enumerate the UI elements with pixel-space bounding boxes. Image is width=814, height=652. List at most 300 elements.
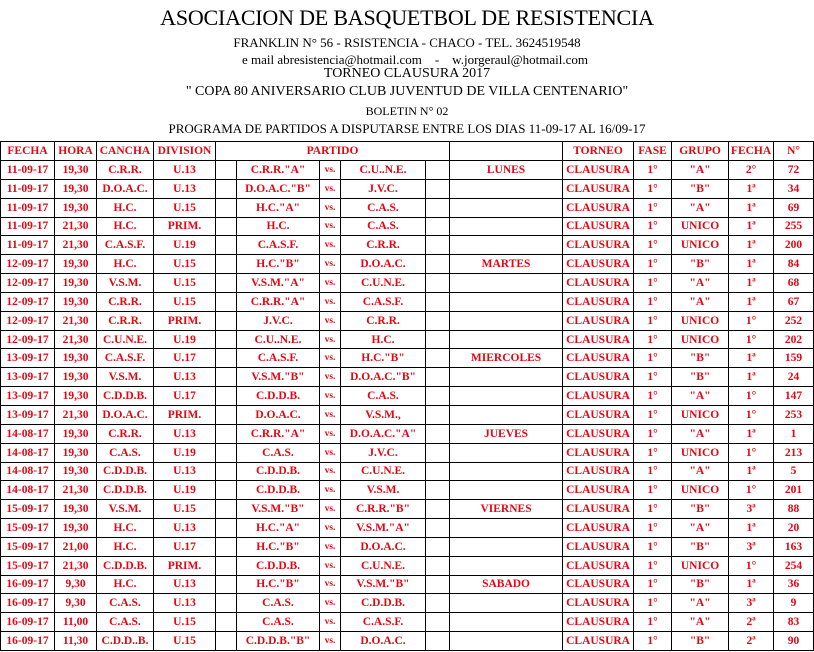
match-court: H.C. [97, 255, 154, 274]
match-division: U.13 [154, 575, 216, 594]
phase: 1° [634, 161, 672, 180]
weekday-label [450, 217, 563, 236]
tournament-stage: CLAUSURA [563, 443, 634, 462]
round-number: 1ª [729, 424, 774, 443]
col-header-cancha: CANCHA [97, 142, 154, 161]
match-division: U.13 [154, 368, 216, 387]
match-court: C.D.D.B. [97, 387, 154, 406]
round-number: 1ª [729, 274, 774, 293]
match-number: 159 [774, 349, 814, 368]
spacer-right [426, 575, 450, 594]
phase: 1° [634, 311, 672, 330]
round-number: 1ª [729, 368, 774, 387]
away-team: C.R.R."B" [341, 500, 426, 519]
col-header-fase: FASE [634, 142, 672, 161]
weekday-label [450, 632, 563, 651]
tournament-stage: CLAUSURA [563, 519, 634, 538]
group: "A" [672, 462, 729, 481]
table-row [1, 255, 814, 274]
tournament-stage: CLAUSURA [563, 481, 634, 500]
col-header-fecha-number: FECHA [729, 142, 774, 161]
tournament-stage: CLAUSURA [563, 632, 634, 651]
phase: 1° [634, 500, 672, 519]
round-number: 1ª [729, 349, 774, 368]
table-row [1, 613, 814, 632]
match-number: 254 [774, 556, 814, 575]
phase: 1° [634, 519, 672, 538]
match-time: 21,00 [55, 537, 97, 556]
phase: 1° [634, 575, 672, 594]
match-number: 200 [774, 236, 814, 255]
match-date: 15-09-17 [1, 537, 55, 556]
match-time: 19,30 [55, 519, 97, 538]
away-team: V.S.M., [341, 405, 426, 424]
round-number: 3ª [729, 537, 774, 556]
round-number: 1ª [729, 519, 774, 538]
spacer-left [216, 349, 237, 368]
phase: 1° [634, 387, 672, 406]
spacer-right [426, 179, 450, 198]
away-team: V.S.M. [341, 481, 426, 500]
versus-label: vs. [320, 330, 341, 349]
col-header-torneo: TORNEO [563, 142, 634, 161]
weekday-label [450, 443, 563, 462]
table-row [1, 519, 814, 538]
spacer-right [426, 424, 450, 443]
match-time: 21,30 [55, 236, 97, 255]
match-division: U.13 [154, 519, 216, 538]
tournament-stage: CLAUSURA [563, 311, 634, 330]
away-team: C.U.N.E. [341, 556, 426, 575]
spacer-left [216, 368, 237, 387]
table-row [1, 462, 814, 481]
away-team: D.O.A.C."A" [341, 424, 426, 443]
spacer-right [426, 519, 450, 538]
spacer-right [426, 613, 450, 632]
group: UNICO [672, 556, 729, 575]
match-date: 16-09-17 [1, 575, 55, 594]
tournament-stage: CLAUSURA [563, 368, 634, 387]
weekday-label: MARTES [450, 255, 563, 274]
match-court: C.D.D.B. [97, 556, 154, 575]
match-time: 19,30 [55, 500, 97, 519]
match-court: D.O.A.C. [97, 405, 154, 424]
away-team: D.O.A.C. [341, 537, 426, 556]
home-team: C.D.D.B. [237, 481, 320, 500]
home-team: H.C."A" [237, 198, 320, 217]
spacer-left [216, 556, 237, 575]
round-number: 1ª [729, 217, 774, 236]
spacer-right [426, 311, 450, 330]
versus-label: vs. [320, 424, 341, 443]
round-number: 1ª [729, 236, 774, 255]
group: "A" [672, 613, 729, 632]
match-number: 24 [774, 368, 814, 387]
table-row [1, 236, 814, 255]
home-team: H.C."B" [237, 575, 320, 594]
match-date: 11-09-17 [1, 198, 55, 217]
match-date: 11-09-17 [1, 236, 55, 255]
spacer-right [426, 255, 450, 274]
spacer-left [216, 161, 237, 180]
round-number: 2ª [729, 613, 774, 632]
col-header-numero: N° [774, 142, 814, 161]
home-team: C.D.D.B. [237, 462, 320, 481]
tournament-stage: CLAUSURA [563, 387, 634, 406]
weekday-label [450, 405, 563, 424]
spacer-left [216, 236, 237, 255]
away-team: H.C."B" [341, 349, 426, 368]
table-row [1, 292, 814, 311]
tournament-stage: CLAUSURA [563, 274, 634, 293]
home-team: H.C."B" [237, 537, 320, 556]
table-row [1, 198, 814, 217]
versus-label: vs. [320, 179, 341, 198]
spacer-right [426, 387, 450, 406]
match-division: U.15 [154, 632, 216, 651]
spacer-left [216, 632, 237, 651]
group: "A" [672, 198, 729, 217]
away-team: C.D.D.B. [341, 594, 426, 613]
spacer-right [426, 292, 450, 311]
phase: 1° [634, 236, 672, 255]
home-team: J.V.C. [237, 311, 320, 330]
spacer-right [426, 349, 450, 368]
versus-label: vs. [320, 594, 341, 613]
tournament-stage: CLAUSURA [563, 349, 634, 368]
match-date: 14-08-17 [1, 443, 55, 462]
group: "A" [672, 292, 729, 311]
weekday-label [450, 330, 563, 349]
spacer-right [426, 632, 450, 651]
round-number: 3ª [729, 500, 774, 519]
spacer-right [426, 481, 450, 500]
match-time: 19,30 [55, 179, 97, 198]
match-time: 19,30 [55, 424, 97, 443]
match-time: 19,30 [55, 368, 97, 387]
match-date: 14-08-17 [1, 424, 55, 443]
match-number: 253 [774, 405, 814, 424]
match-division: PRIM. [154, 556, 216, 575]
match-court: H.C. [97, 217, 154, 236]
spacer-right [426, 198, 450, 217]
spacer-right [426, 594, 450, 613]
match-division: U.13 [154, 424, 216, 443]
round-number: 1° [729, 556, 774, 575]
versus-label: vs. [320, 519, 341, 538]
group: "B" [672, 537, 729, 556]
round-number: 1° [729, 330, 774, 349]
home-team: C.R.R."A" [237, 161, 320, 180]
match-number: 36 [774, 575, 814, 594]
col-header-grupo: GRUPO [672, 142, 729, 161]
away-team: J.V.C. [341, 443, 426, 462]
spacer-left [216, 424, 237, 443]
table-row [1, 330, 814, 349]
phase: 1° [634, 274, 672, 293]
match-time: 19,30 [55, 292, 97, 311]
group: UNICO [672, 311, 729, 330]
match-date: 14-08-17 [1, 481, 55, 500]
tournament-stage: CLAUSURA [563, 424, 634, 443]
group: UNICO [672, 330, 729, 349]
tournament-stage: CLAUSURA [563, 330, 634, 349]
weekday-label: JUEVES [450, 424, 563, 443]
match-time: 9,30 [55, 575, 97, 594]
spacer-left [216, 217, 237, 236]
match-court: C.D.D.B. [97, 481, 154, 500]
spacer-right [426, 330, 450, 349]
match-court: V.S.M. [97, 368, 154, 387]
association-emails: e mail abresistencia@hotmail.com - w.jorgeraul@hotmail.com [242, 52, 588, 67]
round-number: 2ª [729, 632, 774, 651]
round-number: 2° [729, 161, 774, 180]
table-header-row [1, 142, 814, 161]
tournament-stage: CLAUSURA [563, 236, 634, 255]
match-number: 90 [774, 632, 814, 651]
versus-label: vs. [320, 443, 341, 462]
phase: 1° [634, 481, 672, 500]
col-header-division: DIVISION [154, 142, 216, 161]
table-row [1, 405, 814, 424]
round-number: 1ª [729, 255, 774, 274]
versus-label: vs. [320, 368, 341, 387]
match-date: 13-09-17 [1, 387, 55, 406]
spacer-right [426, 368, 450, 387]
spacer-left [216, 292, 237, 311]
weekday-label [450, 274, 563, 293]
table-row [1, 387, 814, 406]
phase: 1° [634, 462, 672, 481]
round-number: 1° [729, 443, 774, 462]
col-header-partido: PARTIDO [216, 142, 450, 161]
match-court: C.R.R. [97, 292, 154, 311]
group: "B" [672, 632, 729, 651]
spacer-left [216, 274, 237, 293]
table-row [1, 481, 814, 500]
weekday-label [450, 311, 563, 330]
match-court: C.A.S.F. [97, 349, 154, 368]
cup-name: " COPA 80 ANIVERSARIO CLUB JUVENTUD DE VILLA CENTENARIO" [185, 84, 629, 99]
table-row [1, 217, 814, 236]
round-number: 1° [729, 311, 774, 330]
match-division: U.19 [154, 481, 216, 500]
away-team: C.A.S. [341, 387, 426, 406]
table-row [1, 500, 814, 519]
weekday-label [450, 594, 563, 613]
association-address: FRANKLIN N° 56 - RSISTENCIA - CHACO - TEL. 3624519548 [233, 35, 581, 50]
match-date: 11-09-17 [1, 179, 55, 198]
match-time: 21,30 [55, 311, 97, 330]
match-time: 19,30 [55, 198, 97, 217]
table-row [1, 537, 814, 556]
away-team: V.S.M."B" [341, 575, 426, 594]
group: UNICO [672, 236, 729, 255]
weekday-label: SABADO [450, 575, 563, 594]
away-team: D.O.A.C."B" [341, 368, 426, 387]
spacer-left [216, 462, 237, 481]
spacer-right [426, 537, 450, 556]
tournament-name: TORNEO CLAUSURA 2017 [323, 66, 491, 81]
tournament-stage: CLAUSURA [563, 500, 634, 519]
match-division: U.19 [154, 330, 216, 349]
round-number: 1° [729, 481, 774, 500]
table-row [1, 594, 814, 613]
spacer-left [216, 443, 237, 462]
match-court: H.C. [97, 519, 154, 538]
spacer-left [216, 179, 237, 198]
tournament-stage: CLAUSURA [563, 161, 634, 180]
phase: 1° [634, 632, 672, 651]
tournament-stage: CLAUSURA [563, 462, 634, 481]
table-row [1, 274, 814, 293]
match-number: 201 [774, 481, 814, 500]
match-court: C.D.D..B. [97, 632, 154, 651]
round-number: 1ª [729, 198, 774, 217]
away-team: C.U.N.E. [341, 274, 426, 293]
tournament-stage: CLAUSURA [563, 556, 634, 575]
tournament-stage: CLAUSURA [563, 537, 634, 556]
match-division: U.15 [154, 613, 216, 632]
match-court: H.C. [97, 575, 154, 594]
schedule-table [0, 141, 814, 651]
match-court: C.A.S. [97, 613, 154, 632]
spacer-left [216, 198, 237, 217]
round-number: 1° [729, 387, 774, 406]
spacer-right [426, 500, 450, 519]
spacer-left [216, 613, 237, 632]
match-number: 72 [774, 161, 814, 180]
match-time: 21,30 [55, 330, 97, 349]
versus-label: vs. [320, 255, 341, 274]
home-team: V.S.M."A" [237, 274, 320, 293]
versus-label: vs. [320, 387, 341, 406]
match-date: 11-09-17 [1, 161, 55, 180]
col-header-fecha: FECHA [1, 142, 55, 161]
match-court: C.R.R. [97, 161, 154, 180]
spacer-left [216, 575, 237, 594]
match-date: 15-09-17 [1, 556, 55, 575]
spacer-left [216, 311, 237, 330]
home-team: C.D.D.B. [237, 556, 320, 575]
away-team: C.R.R. [341, 236, 426, 255]
weekday-label [450, 236, 563, 255]
home-team: C.A.S. [237, 594, 320, 613]
away-team: C.R.R. [341, 311, 426, 330]
spacer-left [216, 594, 237, 613]
match-division: U.15 [154, 198, 216, 217]
match-time: 19,30 [55, 161, 97, 180]
match-date: 12-09-17 [1, 274, 55, 293]
match-division: PRIM. [154, 311, 216, 330]
group: UNICO [672, 481, 729, 500]
phase: 1° [634, 537, 672, 556]
spacer-left [216, 519, 237, 538]
spacer-right [426, 161, 450, 180]
home-team: D.O.A.C. [237, 405, 320, 424]
match-division: PRIM. [154, 217, 216, 236]
table-row [1, 632, 814, 651]
match-division: U.13 [154, 161, 216, 180]
spacer-left [216, 481, 237, 500]
match-court: H.C. [97, 198, 154, 217]
match-number: 84 [774, 255, 814, 274]
spacer-left [216, 387, 237, 406]
tournament-stage: CLAUSURA [563, 405, 634, 424]
table-row [1, 424, 814, 443]
match-time: 19,30 [55, 349, 97, 368]
match-time: 21,30 [55, 481, 97, 500]
table-row [1, 161, 814, 180]
match-number: 147 [774, 387, 814, 406]
match-time: 11,00 [55, 613, 97, 632]
away-team: C.U.N.E. [341, 462, 426, 481]
match-time: 21,30 [55, 405, 97, 424]
home-team: D.O.A.C."B" [237, 179, 320, 198]
match-division: U.13 [154, 179, 216, 198]
match-date: 13-09-17 [1, 368, 55, 387]
match-time: 11,30 [55, 632, 97, 651]
round-number: 1ª [729, 292, 774, 311]
versus-label: vs. [320, 274, 341, 293]
versus-label: vs. [320, 311, 341, 330]
match-date: 12-09-17 [1, 255, 55, 274]
group: "B" [672, 255, 729, 274]
match-date: 14-08-17 [1, 462, 55, 481]
match-time: 19,30 [55, 274, 97, 293]
match-date: 12-09-17 [1, 330, 55, 349]
home-team: C.U..N.E. [237, 330, 320, 349]
association-title: ASOCIACION DE BASQUETBOL DE RESISTENCIA [160, 5, 654, 30]
match-court: C.A.S. [97, 443, 154, 462]
weekday-label [450, 368, 563, 387]
match-time: 19,30 [55, 462, 97, 481]
match-date: 16-09-17 [1, 594, 55, 613]
versus-label: vs. [320, 556, 341, 575]
tournament-stage: CLAUSURA [563, 198, 634, 217]
versus-label: vs. [320, 198, 341, 217]
weekday-label: MIERCOLES [450, 349, 563, 368]
match-number: 1 [774, 424, 814, 443]
group: UNICO [672, 405, 729, 424]
tournament-stage: CLAUSURA [563, 613, 634, 632]
match-number: 9 [774, 594, 814, 613]
home-team: H.C."A" [237, 519, 320, 538]
match-court: C.U.N.E. [97, 330, 154, 349]
match-division: U.13 [154, 462, 216, 481]
table-row [1, 556, 814, 575]
home-team: V.S.M."B" [237, 368, 320, 387]
versus-label: vs. [320, 405, 341, 424]
group: "A" [672, 594, 729, 613]
weekday-label [450, 556, 563, 575]
group: "A" [672, 161, 729, 180]
match-date: 13-09-17 [1, 405, 55, 424]
phase: 1° [634, 198, 672, 217]
match-date: 16-09-17 [1, 632, 55, 651]
spacer-right [426, 443, 450, 462]
col-header-blank [450, 142, 563, 161]
weekday-label [450, 537, 563, 556]
phase: 1° [634, 330, 672, 349]
match-date: 13-09-17 [1, 349, 55, 368]
home-team: C.D.D.B."B" [237, 632, 320, 651]
spacer-right [426, 236, 450, 255]
bulletin-number: BOLETIN N° 02 [365, 104, 449, 118]
match-court: C.D.D.B. [97, 462, 154, 481]
group: "B" [672, 349, 729, 368]
home-team: C.D.D.B. [237, 387, 320, 406]
